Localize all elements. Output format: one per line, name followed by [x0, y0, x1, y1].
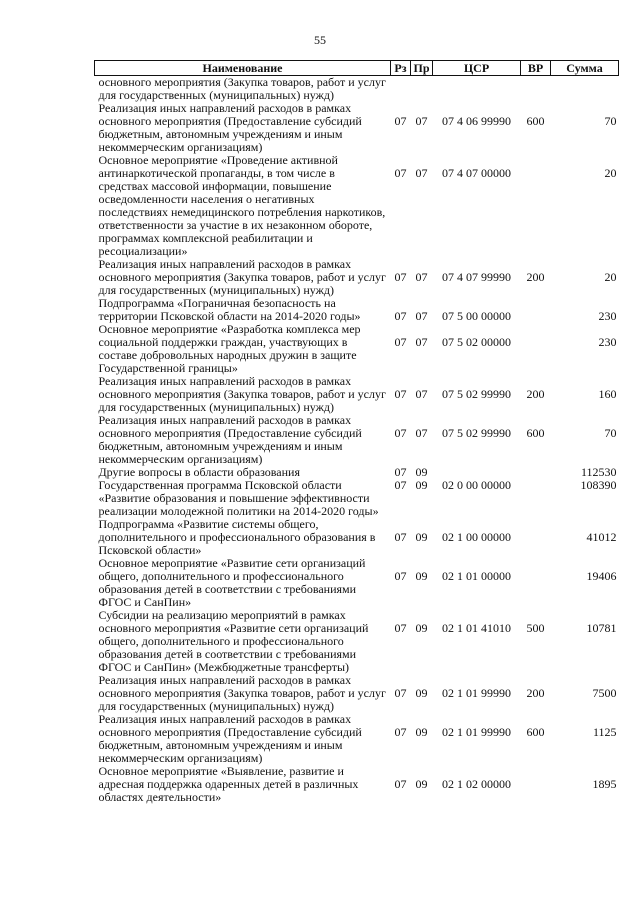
cell-vr	[521, 76, 551, 103]
cell-name: Государственная программа Псковской области «Развитие образования и повышение эффективности реализации молодежной политики на 2014-2020 годы»	[98, 478, 379, 518]
cell-csr: 02 1 01 99990	[442, 686, 511, 700]
header-pr: Пр	[411, 61, 433, 76]
cell-pr: 07	[415, 166, 428, 180]
cell-name: Другие вопросы в области образования	[98, 465, 300, 479]
cell-vr	[521, 323, 551, 375]
cell-vr: 600	[526, 426, 545, 440]
cell-csr: 07 5 00 00000	[442, 309, 511, 323]
cell-rz: 07	[394, 465, 407, 479]
table-row	[95, 713, 619, 765]
table-header-row	[95, 61, 619, 76]
cell-name: Реализация иных направлений расходов в рамках основного мероприятия (Закупка товаров, работ и услуг для государственных (муниципальных) нужд)	[98, 257, 386, 297]
cell-rz: 07	[394, 530, 407, 544]
cell-csr: 07 5 02 00000	[442, 335, 511, 349]
cell-pr: 09	[415, 530, 428, 544]
cell-rz: 07	[394, 686, 407, 700]
cell-csr: 02 1 02 00000	[442, 777, 511, 791]
table-row	[95, 479, 619, 518]
cell-sum: 7500	[592, 686, 617, 700]
cell-vr: 500	[526, 621, 545, 635]
cell-csr	[433, 76, 521, 103]
header-name: Наименование	[95, 61, 391, 76]
cell-vr: 600	[526, 725, 545, 739]
cell-csr: 02 1 01 99990	[442, 725, 511, 739]
cell-pr: 07	[415, 270, 428, 284]
cell-csr: 02 1 01 41010	[442, 621, 511, 635]
cell-pr: 09	[415, 777, 428, 791]
table-row	[95, 258, 619, 297]
cell-pr: 09	[415, 569, 428, 583]
cell-sum: 19406	[586, 569, 617, 583]
cell-pr	[411, 76, 433, 103]
cell-sum: 112530	[580, 465, 617, 479]
cell-vr	[521, 557, 551, 609]
header-vr: ВР	[521, 61, 551, 76]
cell-rz: 07	[394, 621, 407, 635]
cell-sum: 70	[604, 426, 617, 440]
cell-name: Реализация иных направлений расходов в рамках основного мероприятия (Закупка товаров, работ и услуг для государственных (муниципальных) нужд)	[98, 374, 386, 414]
cell-name: Субсидии на реализацию мероприятий в рамках основного мероприятия «Развитие сети организаций общего, дополнительного и профессионального образования детей в соответствии с требованиями ФГОС и СанПин» (Межбюджетные трансферты)	[98, 608, 369, 674]
table-row	[95, 297, 619, 323]
table-row	[95, 609, 619, 674]
cell-rz	[391, 76, 411, 103]
cell-name: Реализация иных направлений расходов в рамках основного мероприятия (Предоставление субсидий бюджетным, автономным учреждениям и иным некоммерческим организациям)	[98, 101, 362, 154]
cell-name: Основное мероприятие «Развитие сети организаций общего, дополнительного и профессионального образования детей в соответствии с требованиями ФГОС и СанПин»	[98, 556, 366, 609]
cell-vr	[521, 466, 551, 479]
page-number: 55	[314, 33, 326, 47]
cell-sum: 20	[604, 166, 617, 180]
cell-rz: 07	[394, 569, 407, 583]
cell-rz: 07	[394, 725, 407, 739]
cell-name: Основное мероприятие «Выявление, развитие и адресная поддержка одаренных детей в различных областях деятельности»	[98, 764, 359, 804]
cell-pr: 09	[415, 621, 428, 635]
cell-sum: 20	[604, 270, 617, 284]
cell-vr	[521, 479, 551, 518]
cell-pr: 07	[415, 309, 428, 323]
cell-vr	[521, 297, 551, 323]
cell-pr: 09	[415, 478, 428, 492]
cell-sum: 10781	[586, 621, 617, 635]
cell-name: основного мероприятия (Закупка товаров, работ и услуг для государственных (муниципальных) нужд)	[98, 75, 386, 102]
cell-name: Реализация иных направлений расходов в рамках основного мероприятия (Закупка товаров, работ и услуг для государственных (муниципальных) нужд)	[98, 673, 386, 713]
cell-csr: 07 4 06 99990	[442, 114, 511, 128]
cell-pr: 09	[415, 725, 428, 739]
cell-csr: 02 1 01 00000	[442, 569, 511, 583]
cell-rz: 07	[394, 478, 407, 492]
cell-name: Реализация иных направлений расходов в рамках основного мероприятия (Предоставление субсидий бюджетным, автономным учреждениям и иным некоммерческим организациям)	[98, 413, 362, 466]
cell-rz: 07	[394, 387, 407, 401]
cell-sum	[551, 76, 619, 103]
cell-rz: 07	[394, 335, 407, 349]
header-rz: Рз	[391, 61, 411, 76]
cell-csr: 07 5 02 99990	[442, 426, 511, 440]
cell-name: Реализация иных направлений расходов в рамках основного мероприятия (Предоставление субсидий бюджетным, автономным учреждениям и иным некоммерческим организациям)	[98, 712, 362, 765]
cell-vr	[521, 518, 551, 557]
cell-pr: 07	[415, 426, 428, 440]
cell-rz: 07	[394, 777, 407, 791]
cell-rz: 07	[394, 426, 407, 440]
cell-csr: 02 1 00 00000	[442, 530, 511, 544]
table-row	[95, 76, 619, 103]
cell-rz: 07	[394, 166, 407, 180]
cell-name: Основное мероприятие «Проведение активной антинаркотической пропаганды, в том числе в средствах массовой информации, повышение осведомленности населения о негативных последствиях немедицинского потребления наркотиков, ответственности за участие в их незаконном обороте, программах комплексной реабилитации и ресоциализации»	[98, 153, 386, 258]
cell-rz: 07	[394, 270, 407, 284]
header-csr: ЦСР	[433, 61, 521, 76]
cell-vr: 200	[526, 387, 545, 401]
cell-sum: 230	[598, 335, 617, 349]
cell-vr: 200	[526, 270, 545, 284]
cell-name: Подпрограмма «Пограничная безопасность на территории Псковской области на 2014-2020 годы»	[98, 296, 361, 323]
table-row	[95, 518, 619, 557]
cell-vr: 200	[526, 686, 545, 700]
cell-vr	[521, 154, 551, 258]
cell-sum: 230	[598, 309, 617, 323]
cell-name: Основное мероприятие «Разработка комплекса мер социальной поддержки граждан, участвующих в составе добровольных народных дружин в защите Государственной границы»	[98, 322, 361, 375]
cell-sum: 70	[604, 114, 617, 128]
cell-pr: 07	[415, 335, 428, 349]
cell-rz: 07	[394, 309, 407, 323]
cell-sum: 108390	[580, 478, 617, 492]
cell-sum: 1895	[592, 777, 617, 791]
cell-name: Подпрограмма «Развитие системы общего, дополнительного и профессионального образования в Псковской области»	[98, 517, 376, 557]
cell-csr: 07 4 07 00000	[442, 166, 511, 180]
budget-table	[94, 60, 619, 804]
table-row	[95, 102, 619, 154]
cell-sum: 1125	[592, 725, 617, 739]
table-row	[95, 765, 619, 804]
table-row	[95, 414, 619, 466]
cell-rz: 07	[394, 114, 407, 128]
cell-vr: 600	[526, 114, 545, 128]
cell-sum: 41012	[586, 530, 617, 544]
table-row	[95, 154, 619, 258]
cell-csr: 07 4 07 99990	[442, 270, 511, 284]
table-row	[95, 375, 619, 414]
cell-csr: 07 5 02 99990	[442, 387, 511, 401]
cell-sum: 160	[598, 387, 617, 401]
cell-csr: 02 0 00 00000	[442, 478, 511, 492]
cell-pr: 07	[415, 114, 428, 128]
table-row	[95, 674, 619, 713]
cell-pr: 09	[415, 686, 428, 700]
cell-pr: 09	[415, 465, 428, 479]
cell-vr	[521, 765, 551, 804]
cell-pr: 07	[415, 387, 428, 401]
table-row	[95, 323, 619, 375]
table-row	[95, 557, 619, 609]
header-sum: Сумма	[551, 61, 619, 76]
